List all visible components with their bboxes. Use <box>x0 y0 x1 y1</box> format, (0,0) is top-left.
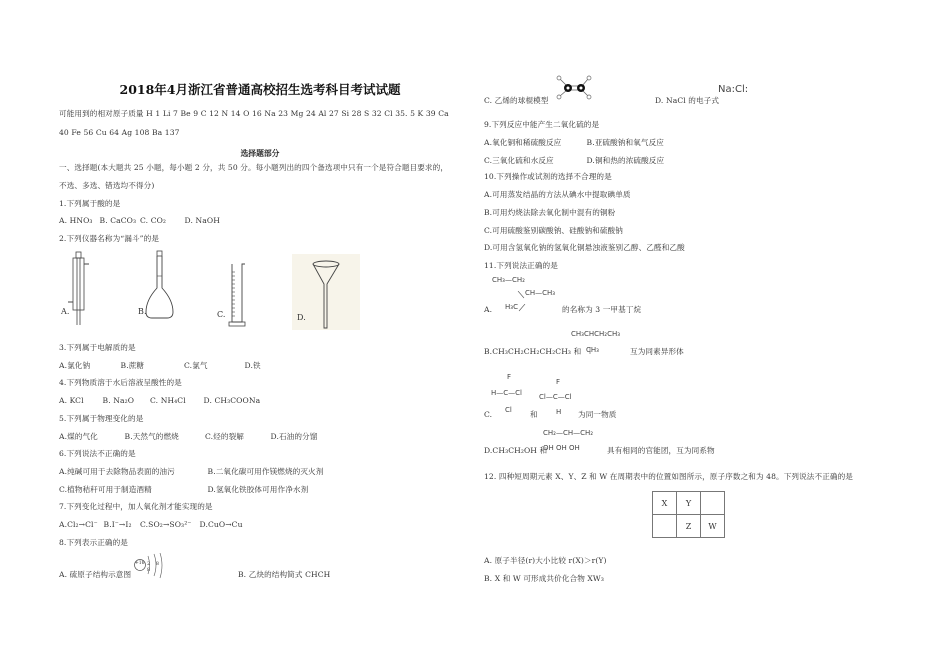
q4-option-a[interactable]: A. KCl <box>59 396 84 405</box>
periodic-table-fragment <box>652 491 725 538</box>
section-title: 选择题部分 <box>240 149 280 158</box>
atomic-masses-line2: 40 Fe 56 Cu 64 Ag 108 Ba 137 <box>59 128 180 137</box>
q11b-struct-bottom: CH₃ <box>586 346 599 354</box>
q4-option-b[interactable]: B. Na₂O <box>102 396 135 405</box>
q7-option-a[interactable]: A.Cl₂→Cl⁻ <box>59 520 98 529</box>
sulfur-shells-label: 2 8 8 <box>147 561 161 573</box>
q11b-struct-top: CH₃CHCH₂CH₃ <box>571 330 621 338</box>
q11-option-c-label[interactable]: C. <box>484 410 493 419</box>
cell-empty <box>701 492 725 515</box>
q11a-struct-line1: CH₃—CH₂ <box>492 276 525 284</box>
question-8-stem: 8.下列表示正确的是 <box>59 538 128 547</box>
question-4-options <box>59 396 260 406</box>
sulfur-atom-structure-icon <box>133 553 169 579</box>
bond-line-icon <box>517 297 527 305</box>
q5-option-b[interactable]: B.天然气的燃烧 <box>124 432 179 441</box>
question-3-stem: 3.下列属于电解质的是 <box>59 343 136 352</box>
q11d-struct-top: CH₂—CH—CH₂ <box>543 429 594 437</box>
q12-option-a[interactable]: A. 原子半径(r)大小比较 r(X)＞r(Y) <box>484 556 607 565</box>
q9-option-b[interactable]: B.亚硫酸钠和氧气反应 <box>586 138 664 147</box>
q4-option-c[interactable]: C. NH₄Cl <box>150 396 186 405</box>
question-11-stem: 11.下列说法正确的是 <box>484 261 558 270</box>
ethylene-ball-stick-model-icon <box>555 74 595 104</box>
q6-option-b[interactable]: B.二氧化碳可用作镁燃烧的灭火剂 <box>207 467 324 476</box>
q11a-struct-line2: CH—CH₃ <box>525 289 556 297</box>
q5-option-d[interactable]: D.石油的分馏 <box>270 432 318 441</box>
cell-x: X <box>653 492 677 515</box>
q4-option-d[interactable]: D. CH₃COONa <box>203 396 261 405</box>
q11a-struct-line3: H₃C <box>505 303 518 311</box>
q11-option-d-label[interactable]: D.CH₃CH₂OH 和 <box>484 446 548 455</box>
q9-option-d[interactable]: D.铜和热的浓硫酸反应 <box>586 156 665 165</box>
q11c-mol1-top: F <box>507 373 512 381</box>
q11-option-c-text: 为同一物质 <box>578 410 617 419</box>
question-7-options <box>59 520 243 530</box>
q3-option-d[interactable]: D.铁 <box>244 361 261 370</box>
q8-option-a[interactable]: A. 硫原子结构示意图 <box>59 570 132 579</box>
question-9-options-row2 <box>484 156 664 166</box>
figure-label-d: D. <box>297 313 306 322</box>
q8-option-b[interactable]: B. 乙炔的结构简式 CHCH <box>238 570 331 579</box>
q11c-and: 和 <box>530 410 538 419</box>
question-6-options-row1 <box>59 467 323 477</box>
question-4-stem: 4.下列物质溶于水后溶液呈酸性的是 <box>59 378 182 387</box>
question-9-options-row1 <box>484 138 664 148</box>
question-6-options-row2 <box>59 485 308 495</box>
q7-option-b[interactable]: B.I⁻→I₂ <box>103 520 132 529</box>
instructions-line1: 一、选择题(本大题共 25 小题，每小题 2 分，共 50 分。每小题列出的四个备选项中只有一个是符合题目要求的， <box>59 163 449 172</box>
q1-option-d[interactable]: D. NaOH <box>184 216 220 225</box>
question-7-stem: 7.下列变化过程中，加人氧化剂才能实现的是 <box>59 502 213 511</box>
question-2-stem: 2.下列仪器名称为“漏斗”的是 <box>59 234 160 243</box>
q12-option-b[interactable]: B. X 和 W 可形成共价化合物 XW₃ <box>484 574 604 583</box>
q11-option-a-label[interactable]: A. <box>484 305 493 314</box>
q10-option-c[interactable]: C.可用硫酸鉴别碳酸钠、硅酸钠和硫酸钠 <box>484 226 623 235</box>
q6-option-a[interactable]: A.纯碱可用于去除物品表面的油污 <box>59 467 175 476</box>
q10-option-a[interactable]: A.可用蒸发结晶的方法从碘水中提取碘单质 <box>484 190 631 199</box>
question-9-stem: 9.下列反应中能产生二氧化硫的是 <box>484 120 600 129</box>
q5-option-a[interactable]: A.煤的气化 <box>59 432 98 441</box>
q5-option-c[interactable]: C.烃的裂解 <box>205 432 244 441</box>
q7-option-c[interactable]: C.SO₂→SO₃²⁻ <box>140 520 192 529</box>
cell-z: Z <box>677 515 701 538</box>
q6-option-d[interactable]: D.氢氧化铁胶体可用作净水剂 <box>207 485 309 494</box>
q11c-mol2-top: F <box>556 378 561 386</box>
q1-option-c[interactable]: C. CO₂ <box>140 216 167 225</box>
q7-option-d[interactable]: D.CuO→Cu <box>199 520 243 529</box>
q10-option-b[interactable]: B.可用灼烧法除去氧化制中混有的铜粉 <box>484 208 616 217</box>
q11d-struct-bottom: OH OH OH <box>543 444 580 452</box>
instructions-line2: 不选、多选、错选均不得分) <box>59 181 155 190</box>
question-3-options <box>59 361 261 371</box>
sulfur-nucleus-label: +16 <box>135 561 145 566</box>
q11-option-b-label[interactable]: B.CH₃CH₂CH₂CH₂CH₃ 和 <box>484 347 582 356</box>
condenser-icon <box>60 250 100 330</box>
q11c-mol2-mid: Cl—C—Cl <box>539 393 572 401</box>
q11-option-b-text: 互为同素异形体 <box>630 347 684 356</box>
nacl-electron-formula: Na:Cl: <box>718 84 749 95</box>
q11c-mol2-bottom: H <box>556 408 562 416</box>
q3-option-c[interactable]: C.氯气 <box>184 361 208 370</box>
question-5-options <box>59 432 317 442</box>
figure-label-c: C. <box>217 310 226 319</box>
q11c-mol1-bottom: Cl <box>505 406 512 414</box>
question-12-stem: 12. 四种短周期元素 X、Y、Z 和 W 在周期表中的位置如图所示，原子序数之和为 48。下列说法不正确的是 <box>484 472 853 481</box>
page-title: 2018年4月浙江省普通高校招生选考科目考试试题 <box>119 82 401 97</box>
cell-empty <box>653 515 677 538</box>
q9-option-a[interactable]: A.氧化铜和稀硫酸反应 <box>484 138 562 147</box>
q11-option-d-text: 具有相同的官能团，互为同系物 <box>607 446 715 455</box>
question-1-stem: 1.下列属于酸的是 <box>59 199 121 208</box>
bond-line-icon <box>588 339 592 346</box>
question-1-options <box>59 216 220 226</box>
q3-option-a[interactable]: A.氯化钠 <box>59 361 91 370</box>
graduated-cylinder-icon <box>226 262 250 328</box>
q8-option-d[interactable]: D. NaCl 的电子式 <box>655 96 720 105</box>
q9-option-c[interactable]: C.三氧化硫和水反应 <box>484 156 554 165</box>
question-5-stem: 5.下列属于物理变化的是 <box>59 414 144 423</box>
q11c-mol1-mid: H—C—Cl <box>491 389 522 397</box>
q1-option-a[interactable]: A. HNO₃ <box>59 216 93 225</box>
question-10-stem: 10.下列操作或试剂的选择不合理的是 <box>484 172 612 181</box>
figure-label-a: A. <box>61 307 70 316</box>
q6-option-c[interactable]: C.植物秸秆可用于制造酒精 <box>59 485 152 494</box>
cell-y: Y <box>677 492 701 515</box>
figure-label-b: B. <box>138 307 147 316</box>
cell-w: W <box>701 515 725 538</box>
q10-option-d[interactable]: D.可用含氢氧化钠的氢氧化铜悬浊液鉴别乙醇、乙醛和乙酸 <box>484 243 685 252</box>
atomic-masses-line1: 可能用到的相对原子质量 H 1 Li 7 Be 9 C 12 N 14 O 16 Na 23 Mg 24 Al 27 Si 28 S 32 Cl 35. 5 K 39 Ca <box>59 109 449 118</box>
question-6-stem: 6.下列说法不正确的是 <box>59 449 136 458</box>
q3-option-b[interactable]: B.蔗糖 <box>120 361 145 370</box>
q8-option-c[interactable]: C. 乙烯的球棍模型 <box>484 96 549 105</box>
q1-option-b[interactable]: B. CaCO₃ <box>99 216 137 225</box>
q11-option-a-text: 的名称为 3 一甲基丁烷 <box>562 305 642 314</box>
